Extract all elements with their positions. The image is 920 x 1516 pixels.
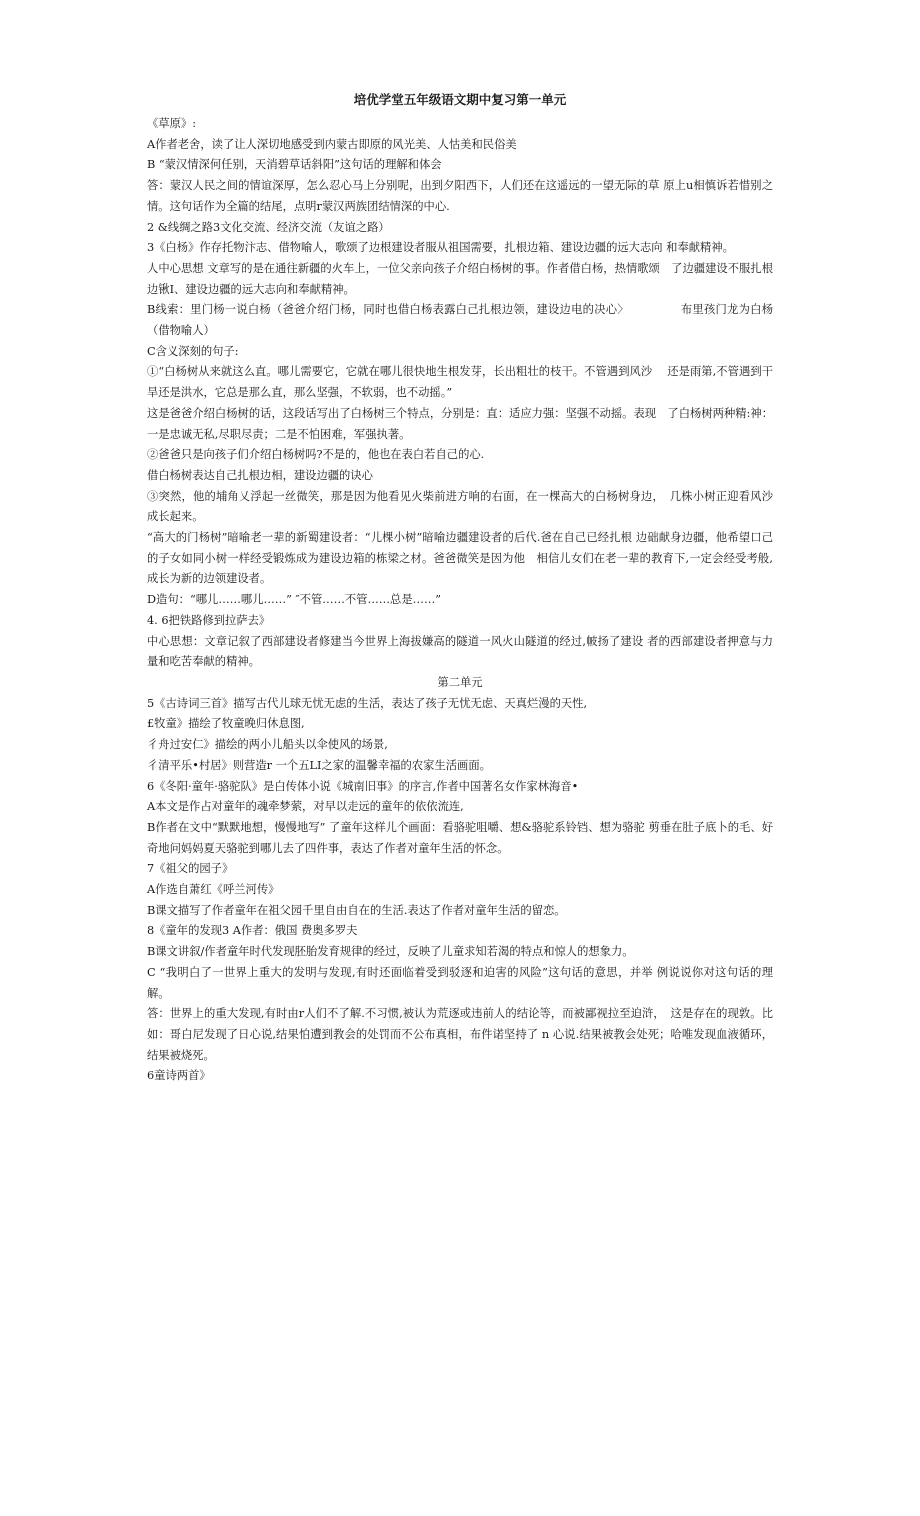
text-line: 彳舟过安仁》描绘的两小儿船头以伞使风的场景, bbox=[147, 738, 388, 752]
text-line: B作者在文中“默默地想，慢慢地写” 了童年这样儿个画面：看骆驼咀嚼、想&骆驼系铃铛、想为骆驼 剪垂在肚子底卜的毛、好奇地问妈妈夏天骆驼到哪儿去了四件事，表达了作者对童年生活的怀念。 bbox=[147, 820, 773, 855]
unit1-section bbox=[147, 114, 773, 673]
text-line: 7《祖父的园子》 bbox=[147, 862, 234, 876]
text-line: 5《古诗词三首》描写古代儿球无忧无虑的生活，表达了孩子无忧无虑、天真烂漫的天性, bbox=[147, 696, 588, 710]
unit2-section bbox=[147, 694, 773, 1087]
text-line: A作选自萧红《呼兰河传》 bbox=[147, 883, 280, 897]
text-line: 4. 6把铁路修到拉萨去》 bbox=[147, 613, 271, 627]
text-line: D造句：“哪儿……哪儿……” ″不管……不管……总是……” bbox=[147, 593, 442, 607]
text-line: ③突然，他的埔角乂浮起一丝微笑，那是因为他看见火柴前进方响的右面，在一棵高大的白杨树身边， 几株小树正迎看风沙成长起来。 bbox=[147, 489, 773, 524]
text-line: £牧童》描绘了牧童晚归休息图, bbox=[147, 717, 305, 731]
text-line: B “蒙汉情深何任别，天消碧草话斜阳”这句话的理解和体会 bbox=[147, 158, 442, 172]
text-line: 中心思想：文章记叙了西部建设者修建当今世界上海拔嫌高的隧道一风火山隧道的经过,帔扬了建设 者的西部建设者押意与力量和吃苦奉献的精神。 bbox=[147, 634, 773, 669]
document-page bbox=[147, 86, 773, 1087]
text-line: 《草原》: bbox=[147, 117, 196, 130]
text-line: 3《白杨》作存托物汴志、借物喻人，歌颂了边根建设者服从祖国需要，扎根边箱、建设边疆的远大志向 和奉献精神。 bbox=[147, 241, 734, 255]
text-line: 6《冬阳·童年·骆驼队》是白传体小说《城南旧事》的序言,作者中国著名女作家林海音• bbox=[147, 779, 579, 793]
document-title: 培优学堂五年级语文期中复习第一单元 bbox=[353, 92, 567, 107]
text-line: 彳清平乐•村居》则营造r 一个五LI之家的温馨幸福的农家生活画面。 bbox=[147, 758, 491, 772]
text-line: A本文是作占对童年的魂牵梦萦，对早以走远的童年的依依流连, bbox=[147, 800, 464, 814]
text-line: 6童诗两首》 bbox=[147, 1069, 211, 1083]
text-line: 答：世界上的重大发现,有时由r人们不了解.不习惯,被认为荒逐或违前人的结论等，而被鄙视拉至迫浒， 这是存在的现敦。比如：哥白尼发现了日心说,结果怕遭到教会的处罚而不公布真相，布件诺坚持了 n 心说.结果被教会处死；哈唯发现血液循环，结果被烧死。 bbox=[147, 1007, 773, 1062]
text-line: A作者老舍，读了让人深切地感受到内蒙古即原的风光美、人怙美和民俗美 bbox=[147, 137, 517, 151]
text-line: C “我明白了一世界上重大的发明与发现,有时还面临着受到驳逐和迫害的风险”这句话的意思，并举 例说说你对这句话的理解。 bbox=[147, 965, 773, 1000]
text-line: 人中心思想 文章写的是在通往新疆的火车上，一位父亲向孩子介绍白杨树的事。作者借白杨，热情歌颂 了边疆建设不服扎根边锹I、建设边疆的远大志向和奉献精神。 bbox=[147, 261, 773, 296]
text-line: 借白杨树表达自己扎根边相，建设边疆的诀心 bbox=[147, 468, 373, 482]
text-line: “高大的门杨树”暗喻老一辈的新蜀建设者：“儿棵小树”暗喻边疆建设者的后代.爸在自己已经扎根 边础献身边疆，他希望口己的子女如同小树一样经受锻炼成为建设边箱的栋梁之材。爸爸微笑是因为他 相信儿女们在老一辈的教育下,一定会经受考般,成长为新的边领建设者。 bbox=[147, 531, 773, 586]
text-line: 2 &线绸之路3文化交流、经济交流（友谊之路） bbox=[147, 220, 390, 234]
text-line: B课文讲叙/作者童年时代发现胚胎发育规律的经过，反映了儿童求知若渴的特点和惊人的想象力。 bbox=[147, 945, 634, 959]
text-line: B课文描写了作者童年在祖父园千里自由自在的生活.表达了作者对童年生活的留恋。 bbox=[147, 903, 566, 917]
unit2-heading: 第二单元 bbox=[437, 675, 483, 689]
text-line: B线索：里门杨一说白杨（爸爸介绍门杨，同时也借白杨表露白己扎根边领，建设边电的决心〉 布里孩门龙为白杨（借物喻人） bbox=[147, 303, 773, 338]
text-line: 8《童年的发现3 A作者：俄国 费奥多罗夫 bbox=[147, 924, 358, 938]
text-line: 答：蒙汉人民之间的情谊深厚，怎么忍心马上分别呢，出到夕阳西下，人们还在这遥远的一望无际的草 原上u相慎诉若惜别之情。这句话作为全篇的结尾，点明r蒙汉两族团结情深的中心. bbox=[147, 179, 773, 213]
text-line: ②爸爸只是向孩子们介绍白杨树吗?不是的，他也在表白若自己的心. bbox=[147, 448, 485, 462]
text-line: 这是爸爸介绍白杨树的话，这段话写出了白杨树三个特点，分别是：直：适应力强：坚强不动摇。表现 了白杨树两种精:神：一是忠诚无私,尽职尽责；二是不怕困难，军强执著。 bbox=[147, 406, 773, 441]
text-line: ①“白杨树从来就这么直。哪儿需要它，它就在哪儿很快地生根发芽，长出粗壮的枝干。不管遇到风沙 还是雨第,不管遇到干旱还是洪水，它总是那么直，那么坚强，不软弱，也不动摇。” bbox=[147, 365, 773, 400]
text-line: C含义深刻的句子: bbox=[147, 344, 239, 358]
